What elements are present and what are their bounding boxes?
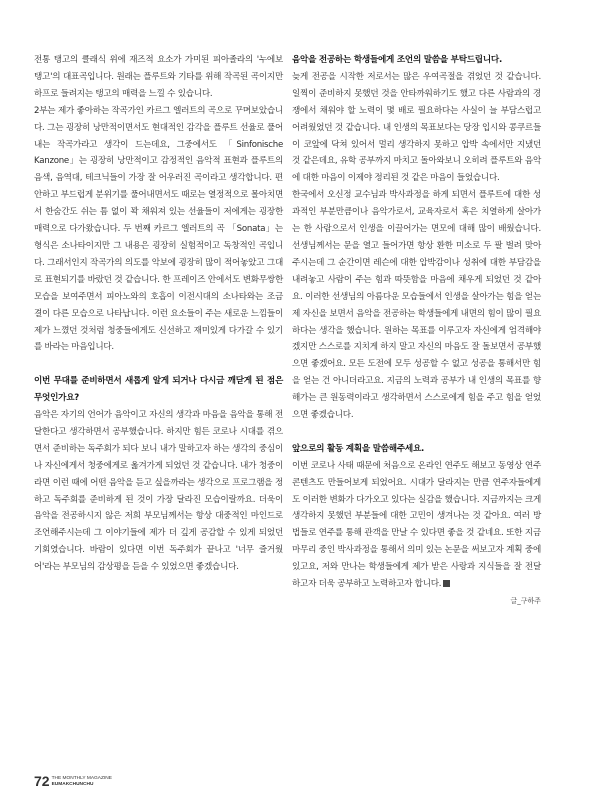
right-column [292, 52, 541, 610]
magazine-name [52, 776, 112, 788]
page-number: 72 [34, 773, 50, 789]
interview-answer-continued: 한국에서 오신정 교수님과 박사과정을 하게 되면서 플루트에 대한 성과적인 부분만큼이나 음악가로서, 교육자로서 혹은 치열하게 살아가는 한 사람으로서 인생을 이끌어가는 면모에 대해 많이 배웠습니다. 선생님께서는 문을 열고 들어가면 항상 환한 미소로 두 팔 벌려 맞아주시는데 그 순간이면 레슨에 대한 압박감이나 성취에 대한 부담감을 내려놓고 사람이 주는 힘과 따뜻함을 마음에 채우게 되었던 것 같아요. 이러한 선생님의 아름다운 모습들에서 인생을 살아가는 힘을 얻는 제 자신을 보면서 음악을 전공하는 학생들에게 내면의 힘이 많이 필요하다는 생각을 했습니다. 원하는 목표를 이루고자 자신에게 엄격해야겠지만 스스로를 지치게 하지 말고 자신의 마음도 잘 돌보면서 공부했으면 좋겠어요. 모든 도전에 모두 성공할 수 없고 성공을 통해서만 힘을 얻는 건 아니더라고요. 지금의 노력과 공부가 내 인생의 목표를 향해가는 큰 원동력이라고 생각하면서 스스로에게 힘을 주고 힘을 얻었으면 좋겠습니다. [292, 190, 541, 421]
left-column [34, 52, 283, 576]
body-paragraph: 2부는 제가 좋아하는 작곡가인 카르그 엘러트의 곡으로 꾸며보았습니다. 그는 굉장히 낭만적이면서도 현대적인 감각을 플루트 선율로 풀어내는 작곡가라고 생각이 드는데요, 그중에서도 「Sinfonische Kanzone」는 굉장히 낭만적이고 감정적인 음악적 표현과 플루트의 음색, 음역대, 테크닉들이 가장 잘 어우러진 곡이라고 생각합니다. 편안하고 부드럽게 분위기를 풀어내면서도 때로는 열정적으로 몰아치면서 한숨간도 쉬는 틈 없이 꽉 채워져 있는 선율들이 저에게는 굉장한 매력으로 다가왔습니다. 두 번째 카르그 엘러트의 곡 「Sonata」는 형식은 소나타이지만 그 내용은 굉장히 실험적이고 독창적인 곡입니다. 그래서인지 작곡가의 의도를 악보에 굉장히 많이 적어놓았고 그대로 표현되기를 바랐던 것 같습니다. 한 프레이즈 안에서도 변화무쌍한 모습을 보여주면서 피아노와의 호흡이 이전시대의 소나타와는 조금 결이 다른 모습으로 나타납니다. 이런 요소들이 주는 새로운 느낌들이 제가 느꼈던 것처럼 청중들에게도 신선하고 재미있게 다가갈 수 있기를 바라는 마음입니다. [34, 105, 283, 353]
answer-text: 이번 코로나 사태 때문에 처음으로 온라인 연주도 해보고 동영상 연주 콘텐츠도 만들어보게 되었어요. 시대가 달라지는 만큼 연주자들에게도 이러한 변화가 다가오고 있다는 실감을 했습니다. 지금까지는 크게 생각하지 못했던 부분들에 대한 고민이 생겨나는 것 같아요. 여러 방법들로 연주를 통해 관객을 만날 수 있다면 좋을 것 같네요. 또한 지금 마무리 중인 박사과정을 통해서 의미 있는 논문을 써보고자 계획 중에 있고요, 저와 만나는 학생들에게 제가 받은 사랑과 지식들을 잘 전달하고자 더욱 공부하고 노력하고자 합니다. [292, 460, 541, 590]
magazine-name-line1: THE MONTHLY MAGAZINE [51, 776, 112, 781]
interview-answer: 음악은 자기의 언어가 음악이고 자신의 생각과 마음을 음악을 통해 전달한다고 생각하면서 공부했습니다. 하지만 힘든 코로나 시대를 겪으면서 준비하는 독주회가 되다 보니 내가 말하고자 하는 생각의 중심이 나 자신에게서 청중에게로 옮겨가게 되었던 것 같습니다. 내가 청중이라면 이런 때에 어떤 음악을 듣고 싶을까라는 생각으로 프로그램을 정하고 독주회를 준비하게 된 것이 가장 달라진 모습이랄까요. 더욱이 음악을 전공하시지 않은 저희 부모님께서는 항상 대중적인 마인드로 조언해주시는데 그 이야기들에 제가 더 깊게 공감할 수 있게 되었던 기회였습니다. 바람이 있다면 이번 독주회가 끝나고 '너무 즐거웠어'라는 부모님의 감상평을 듣을 수 있었으면 좋겠습니다. [34, 410, 283, 573]
intro-paragraph: 전통 탱고의 클래식 위에 재즈적 요소가 가미된 피아졸라의 '누에보 탱고'의 대표곡입니다. 원래는 플루트와 기타를 위해 작곡된 곡이지만 하프로 들려지는 탱고의 매력을 느낄 수 있습니다. [34, 55, 283, 99]
byline-row [292, 593, 541, 610]
interview-question: 음악을 전공하는 학생들에게 조언의 말씀을 부탁드립니다. [292, 55, 502, 65]
author-byline: 글_구하주 [510, 596, 541, 605]
page-footer [34, 774, 112, 788]
paragraph-gap [34, 356, 283, 373]
interview-question: 이번 무대를 준비하면서 새롭게 알게 되거나 다시금 깨닫게 된 점은 무엇인가요? [34, 376, 283, 404]
interview-answer: 늦게 전공을 시작한 저로서는 많은 우여곡절을 겪었던 것 같습니다. 일찍이 준비하지 못했던 것을 안타까워하기도 했고 다른 사람과의 경쟁에서 채워야 할 노력이 몇 배로 필요하다는 사실이 늘 부담스럽고 어려웠었던 것 같습니다. 내 인생의 목표보다는 당장 입시와 콩쿠르들이 코앞에 닥쳐 있어서 멀리 생각하지 못하고 압박 속에서만 지냈던 것 같은데요, 유학 공부까지 마치고 돌아와보니 오히려 플루트와 음악에 대한 마음이 이제야 정리된 것 같은 마음이 들었습니다. [292, 71, 541, 184]
interview-question: 앞으로의 활동 계획을 말씀해주세요. [292, 443, 425, 454]
interview-answer [292, 458, 541, 593]
paragraph-gap [292, 424, 541, 441]
end-mark-icon [443, 580, 450, 587]
magazine-name-line2: EUMAKCHUNCHU [51, 782, 94, 787]
